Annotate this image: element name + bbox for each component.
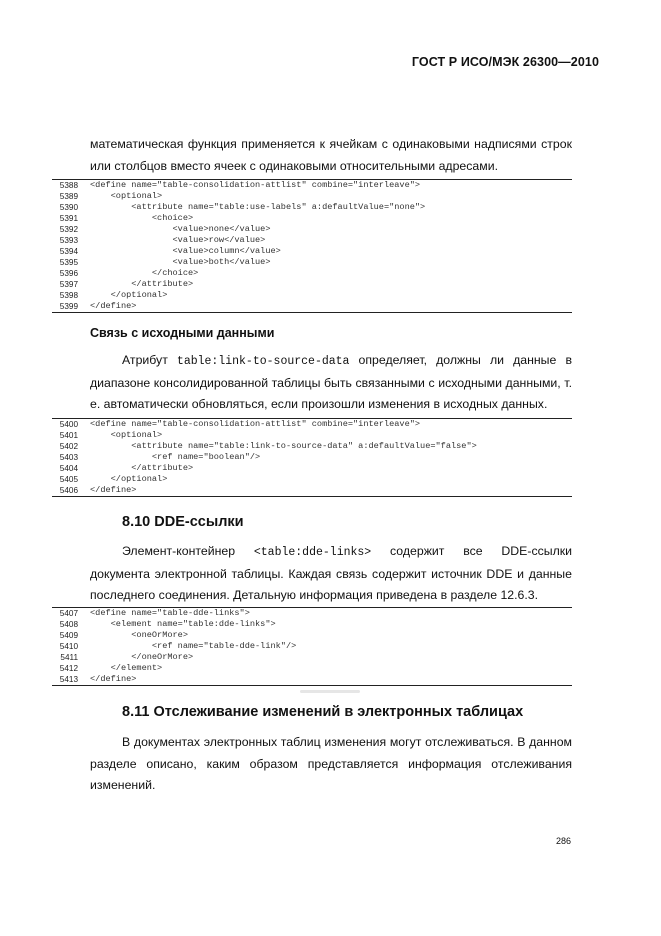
code-text: <define name="table-consolidation-attlist" combine="interleave"> — [90, 419, 421, 429]
line-number: 5399 — [59, 302, 78, 311]
code-text: </attribute> — [90, 279, 194, 289]
page-number: 286 — [555, 836, 571, 846]
code-text: </attribute> — [90, 463, 194, 473]
code-line — [52, 180, 572, 191]
inline-code: table:link-to-source-data — [176, 355, 350, 368]
line-number: 5413 — [59, 675, 78, 684]
code-line — [52, 301, 572, 312]
paragraph-text: определяет, должны ли данные в диапазоне консолидированной таблицы быть связанными с исходными данными, т. е. автоматически обновляться, если произошли изменения в исходных данных. — [90, 353, 572, 411]
code-block-link-source — [52, 418, 572, 497]
paragraph-text: Элемент-контейнер — [122, 544, 236, 558]
line-number: 5391 — [59, 214, 78, 223]
code-text: <value>row</value> — [90, 235, 266, 245]
code-line — [52, 279, 572, 290]
code-line — [52, 290, 572, 301]
code-text: <attribute name="table:link-to-source-data" a:defaultValue="false"> — [90, 441, 477, 451]
line-number: 5390 — [59, 203, 78, 212]
line-number: 5398 — [59, 291, 78, 300]
line-number: 5397 — [59, 280, 78, 289]
line-number: 5388 — [59, 181, 78, 190]
code-line — [52, 485, 572, 496]
line-number: 5405 — [59, 475, 78, 484]
code-line — [52, 663, 572, 674]
code-line — [52, 474, 572, 485]
code-text: <ref name="boolean"/> — [90, 452, 261, 462]
paragraph-dde — [90, 541, 572, 607]
code-text: <define name="table-consolidation-attlist" combine="interleave"> — [90, 180, 421, 190]
code-line — [52, 430, 572, 441]
code-text: <value>none</value> — [90, 224, 271, 234]
code-line — [52, 268, 572, 279]
paragraph-intro: математическая функция применяется к ячейкам с одинаковыми надписями строк или столбцов вместо ячеек с одинаковыми относительными адресами. — [90, 137, 572, 173]
code-text: <optional> — [90, 430, 163, 440]
section-heading-change-tracking: 8.11 Отслеживание изменений в электронных таблицах — [122, 704, 524, 720]
code-line — [52, 191, 572, 202]
code-text: <value>column</value> — [90, 246, 281, 256]
section-heading-source-data: Связь с исходными данными — [90, 326, 275, 340]
line-number: 5404 — [59, 464, 78, 473]
code-line — [52, 224, 572, 235]
code-line — [52, 246, 572, 257]
code-text: </define> — [90, 674, 137, 684]
line-number: 5406 — [59, 486, 78, 495]
code-text: </define> — [90, 301, 137, 311]
code-text: <element name="table:dde-links"> — [90, 619, 276, 629]
code-text: </oneOrMore> — [90, 652, 194, 662]
code-text: <value>both</value> — [90, 257, 271, 267]
line-number: 5411 — [60, 653, 78, 662]
line-number: 5407 — [59, 609, 78, 618]
code-line — [52, 419, 572, 430]
code-line — [52, 641, 572, 652]
line-number: 5402 — [59, 442, 78, 451]
code-line — [52, 630, 572, 641]
code-block-dde-links — [52, 607, 572, 686]
code-block-use-labels — [52, 179, 572, 313]
code-line — [52, 652, 572, 663]
code-text: </optional> — [90, 290, 168, 300]
line-number: 5412 — [59, 664, 78, 673]
line-number: 5395 — [59, 258, 78, 267]
document-header: ГОСТ Р ИСО/МЭК 26300—2010 — [411, 55, 599, 69]
inline-code: <table:dde-links> — [253, 546, 372, 559]
code-text: <ref name="table-dde-link"/> — [90, 641, 297, 651]
code-line — [52, 213, 572, 224]
line-number: 5400 — [59, 420, 78, 429]
code-line — [52, 608, 572, 619]
code-line — [52, 257, 572, 268]
line-number: 5410 — [59, 642, 78, 651]
code-text: <optional> — [90, 191, 163, 201]
line-number: 5401 — [59, 431, 78, 440]
paragraph-text: В документах электронных таблиц изменения могут отслеживаться. В данном разделе описано, каким образом представляется информация отслеживания изменений. — [90, 735, 572, 792]
line-number: 5392 — [59, 225, 78, 234]
line-number: 5396 — [59, 269, 78, 278]
code-line — [52, 202, 572, 213]
code-line — [52, 619, 572, 630]
code-text: </define> — [90, 485, 137, 495]
line-number: 5394 — [59, 247, 78, 256]
section-heading-dde-links: 8.10 DDE-ссылки — [122, 514, 244, 530]
code-text: </element> — [90, 663, 163, 673]
line-number: 5389 — [59, 192, 78, 201]
paragraph-change-tracking — [90, 732, 572, 797]
line-number: 5393 — [59, 236, 78, 245]
paragraph-text: Атрибут — [122, 353, 168, 367]
line-number: 5409 — [59, 631, 78, 640]
code-text: <attribute name="table:use-labels" a:defaultValue="none"> — [90, 202, 426, 212]
code-text: <define name="table-dde-links"> — [90, 608, 250, 618]
code-text: <choice> — [90, 213, 194, 223]
code-text: <oneOrMore> — [90, 630, 188, 640]
code-line — [52, 452, 572, 463]
code-line — [52, 463, 572, 474]
code-text: </choice> — [90, 268, 199, 278]
paragraph-link-source — [90, 350, 572, 416]
code-text: </optional> — [90, 474, 168, 484]
line-number: 5408 — [59, 620, 78, 629]
code-line — [52, 235, 572, 246]
scan-artifact — [300, 690, 360, 693]
line-number: 5403 — [59, 453, 78, 462]
paragraph-text: содержит все DDE-ссылки документа электронной таблицы. Каждая связь содержит источник DDE и данные последнего соединения. Детальную информация приведена в разделе 12.6.3. — [90, 544, 573, 602]
code-line — [52, 441, 572, 452]
code-line — [52, 674, 572, 685]
